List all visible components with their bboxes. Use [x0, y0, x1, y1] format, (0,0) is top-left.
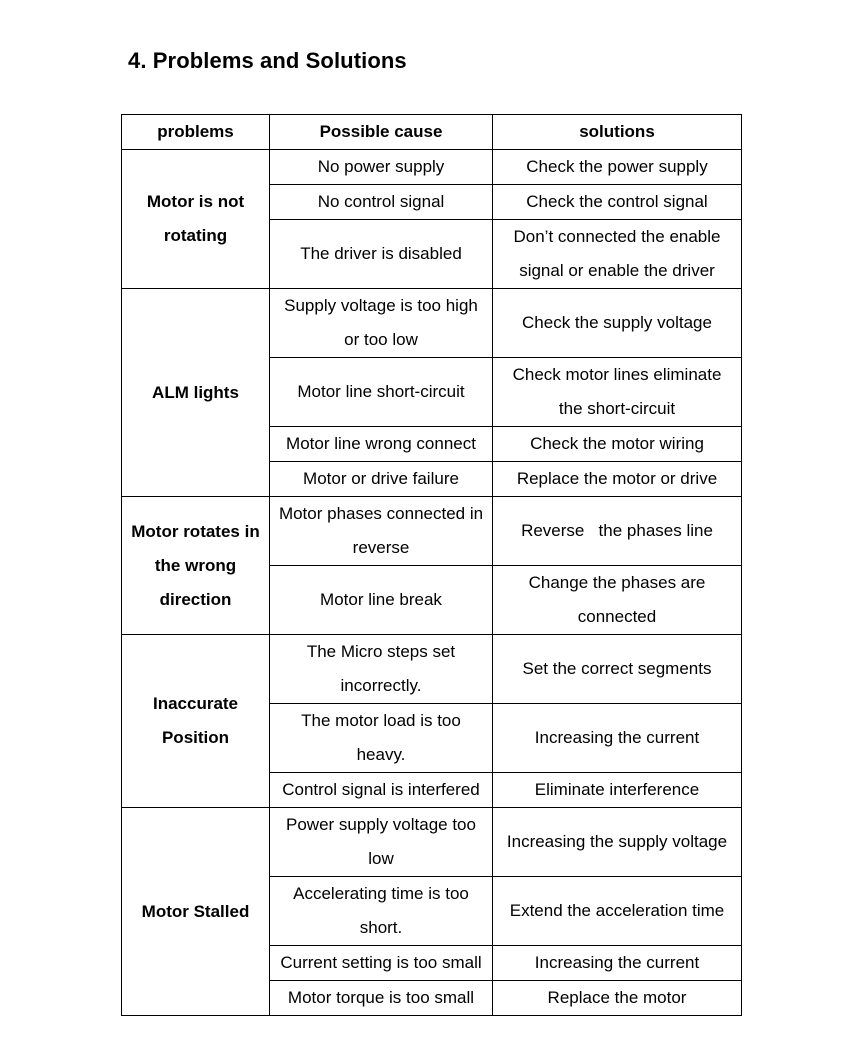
cause-cell: The motor load is too heavy. — [270, 704, 493, 773]
problems-solutions-table — [121, 114, 742, 1016]
solution-cell: Extend the acceleration time — [493, 877, 742, 946]
solution-cell: Replace the motor or drive — [493, 462, 742, 497]
problem-cell: ALM lights — [122, 289, 270, 497]
problem-cell: Motor is not rotating — [122, 150, 270, 289]
cause-cell: Supply voltage is too high or too low — [270, 289, 493, 358]
table-row — [122, 635, 742, 704]
solution-cell: Eliminate interference — [493, 773, 742, 808]
cause-cell: Current setting is too small — [270, 946, 493, 981]
solution-cell: Check motor lines eliminate the short-circuit — [493, 358, 742, 427]
header-solutions: solutions — [493, 115, 742, 150]
solution-cell: Increasing the current — [493, 704, 742, 773]
solution-cell: Reverse the phases line — [493, 497, 742, 566]
solution-cell: Check the power supply — [493, 150, 742, 185]
solution-cell: Check the motor wiring — [493, 427, 742, 462]
table-header-row — [122, 115, 742, 150]
cause-cell: No power supply — [270, 150, 493, 185]
cause-cell: Motor torque is too small — [270, 981, 493, 1016]
cause-cell: Motor line wrong connect — [270, 427, 493, 462]
cause-cell: Motor phases connected in reverse — [270, 497, 493, 566]
solution-cell: Change the phases are connected — [493, 566, 742, 635]
solution-cell: Increasing the supply voltage — [493, 808, 742, 877]
header-possible-cause: Possible cause — [270, 115, 493, 150]
solution-cell: Set the correct segments — [493, 635, 742, 704]
header-problems: problems — [122, 115, 270, 150]
cause-cell: Motor line break — [270, 566, 493, 635]
solution-cell: Check the control signal — [493, 185, 742, 220]
problem-cell: Motor Stalled — [122, 808, 270, 1016]
cause-cell: Motor or drive failure — [270, 462, 493, 497]
solution-cell: Don’t connected the enable signal or enable the driver — [493, 220, 742, 289]
cause-cell: No control signal — [270, 185, 493, 220]
problem-cell: Motor rotates in the wrong direction — [122, 497, 270, 635]
solution-cell: Check the supply voltage — [493, 289, 742, 358]
table-row — [122, 497, 742, 566]
cause-cell: Power supply voltage too low — [270, 808, 493, 877]
table-row — [122, 808, 742, 877]
cause-cell: The Micro steps set incorrectly. — [270, 635, 493, 704]
solution-cell: Replace the motor — [493, 981, 742, 1016]
cause-cell: Motor line short-circuit — [270, 358, 493, 427]
solution-cell: Increasing the current — [493, 946, 742, 981]
cause-cell: The driver is disabled — [270, 220, 493, 289]
cause-cell: Control signal is interfered — [270, 773, 493, 808]
section-title: 4. Problems and Solutions — [128, 48, 407, 73]
problem-cell: Inaccurate Position — [122, 635, 270, 808]
table-row — [122, 150, 742, 185]
cause-cell: Accelerating time is too short. — [270, 877, 493, 946]
table-row — [122, 289, 742, 358]
